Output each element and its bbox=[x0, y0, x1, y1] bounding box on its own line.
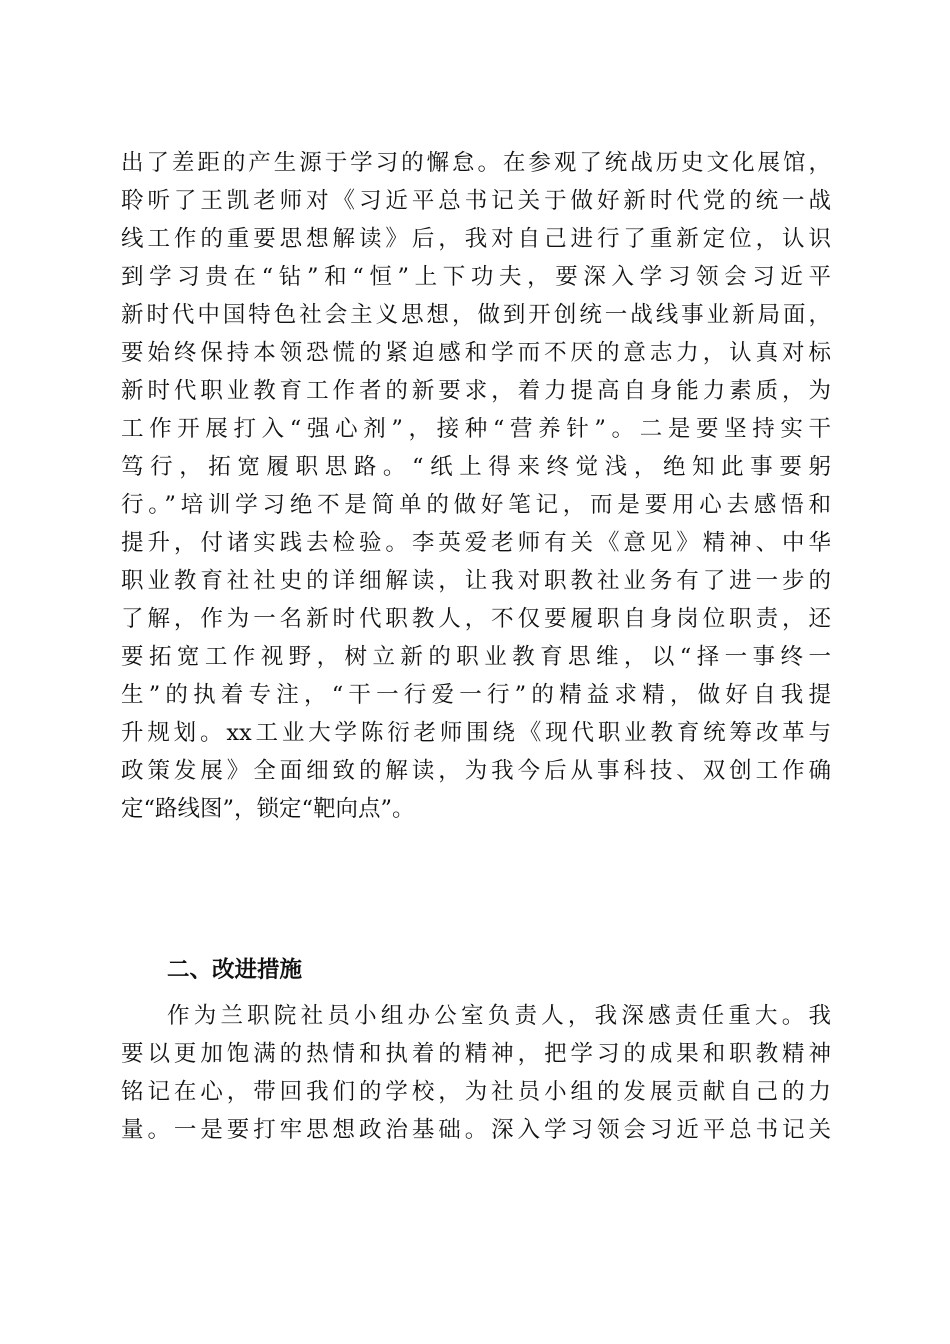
text-line: 新时代职业教育工作者的新要求，着力提高自身能力素质，为 bbox=[121, 378, 831, 404]
text-line: 到学习贵在“钻”和“恒”上下功夫，要深入学习领会习近平 bbox=[121, 264, 831, 290]
text-line: 新时代中国特色社会主义思想，做到开创统一战线事业新局面， bbox=[121, 302, 831, 328]
text-line-last: 定“路线图”，锁定“靶向点”。 bbox=[121, 796, 415, 822]
text-line: 笃行，拓宽履职思路。“纸上得来终觉浅，绝知此事要躬 bbox=[121, 454, 831, 480]
text-line: 量。一是要打牢思想政治基础。深入学习领会习近平总书记关 bbox=[121, 1117, 831, 1143]
text-line: 线工作的重要思想解读》后，我对自己进行了重新定位，认识 bbox=[121, 226, 831, 252]
text-line: 要始终保持本领恐慌的紧迫感和学而不厌的意志力，认真对标 bbox=[121, 340, 831, 366]
text-line: 铭记在心，带回我们的学校，为社员小组的发展贡献自己的力 bbox=[121, 1079, 831, 1105]
text-line: 要拓宽工作视野，树立新的职业教育思维，以“择一事终一 bbox=[121, 644, 831, 670]
text-line: 行。”培训学习绝不是简单的做好笔记，而是要用心去感悟和 bbox=[121, 492, 831, 518]
text-line: 生”的执着专注，“干一行爱一行”的精益求精，做好自我提 bbox=[121, 682, 831, 708]
paragraph-improvement-measures bbox=[121, 997, 831, 1149]
text-line: 升规划。xx工业大学陈衍老师围绕《现代职业教育统筹改革与 bbox=[121, 720, 831, 746]
text-line: 提升，付诸实践去检验。李英爱老师有关《意见》精神、中华 bbox=[121, 530, 831, 556]
paragraph-continuation bbox=[121, 144, 831, 828]
section-heading-block bbox=[121, 951, 831, 989]
text-line: 聆听了王凯老师对《习近平总书记关于做好新时代党的统一战 bbox=[121, 188, 831, 214]
text-line: 要以更加饱满的热情和执着的精神，把学习的成果和职教精神 bbox=[121, 1041, 831, 1067]
text-line-first: 作为兰职院社员小组办公室负责人，我深感责任重大。我 bbox=[167, 1003, 831, 1029]
text-line: 职业教育社社史的详细解读，让我对职教社业务有了进一步的 bbox=[121, 568, 831, 594]
text-line: 政策发展》全面细致的解读，为我今后从事科技、双创工作确 bbox=[121, 758, 831, 784]
section-heading: 二、改进措施 bbox=[167, 957, 303, 983]
text-line: 了解，作为一名新时代职教人，不仅要履职自身岗位职责，还 bbox=[121, 606, 831, 632]
text-line: 工作开展打入“强心剂”，接种“营养针”。二是要坚持实干 bbox=[121, 416, 831, 442]
text-line: 出了差距的产生源于学习的懈怠。在参观了统战历史文化展馆， bbox=[121, 150, 831, 176]
